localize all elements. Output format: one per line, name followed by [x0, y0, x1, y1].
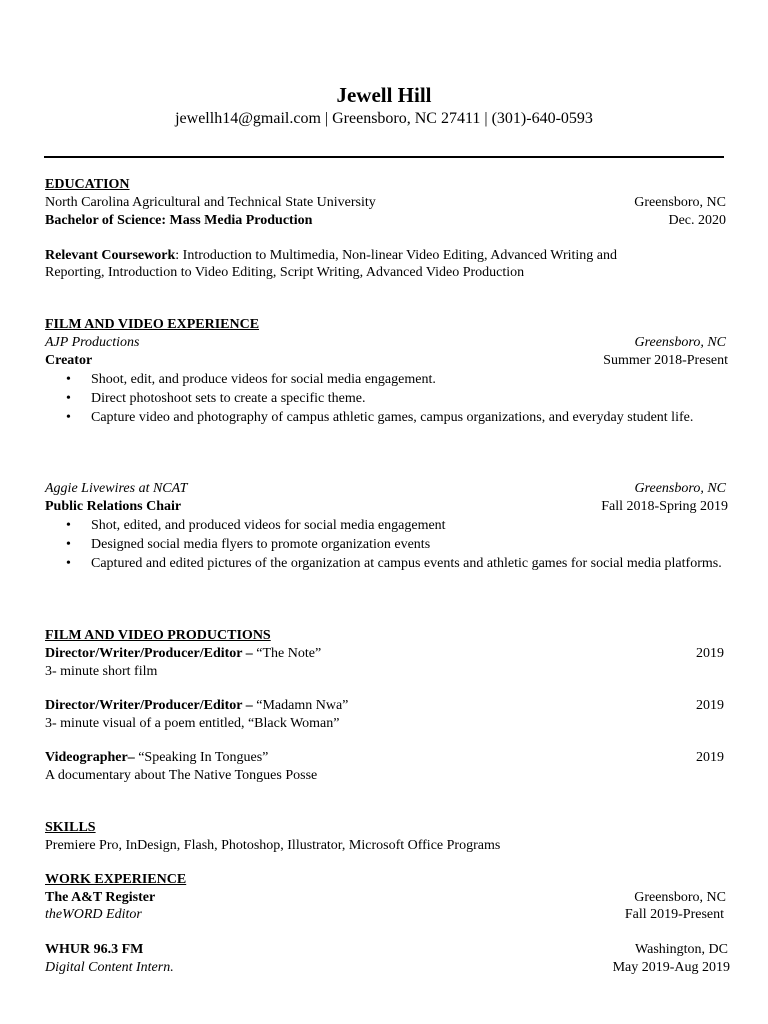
- list-item: • Shoot, edit, and produce videos for social media engagement.: [66, 371, 726, 389]
- job-org: AJP Productions: [45, 335, 140, 350]
- work-location: Washington, DC: [635, 942, 728, 957]
- work-date: May 2019-Aug 2019: [612, 960, 730, 975]
- job-bullets: [66, 371, 726, 428]
- candidate-name: Jewell Hill: [336, 83, 432, 107]
- work-location: Greensboro, NC: [634, 890, 726, 905]
- job-bullets: [66, 517, 726, 574]
- production-title: “Madamn Nwa”: [252, 698, 349, 713]
- job-org: Aggie Livewires at NCAT: [45, 481, 188, 496]
- degree: Bachelor of Science: Mass Media Production: [45, 213, 313, 228]
- list-item: • Shot, edited, and produced videos for social media engagement: [66, 517, 726, 535]
- education-heading: EDUCATION: [45, 177, 130, 192]
- work-experience-heading: WORK EXPERIENCE: [45, 872, 187, 887]
- production-credit: [45, 645, 321, 663]
- productions-heading: FILM AND VIDEO PRODUCTIONS: [45, 628, 271, 643]
- list-item: • Capture video and photography of campus athletic games, campus organizations, and everyday student life.: [66, 409, 726, 427]
- school-location: Greensboro, NC: [634, 195, 726, 210]
- header-divider: [44, 156, 724, 158]
- production-credit: [45, 697, 348, 715]
- work-title: Digital Content Intern.: [45, 960, 174, 975]
- job-location: Greensboro, NC: [634, 335, 726, 350]
- job-title: Public Relations Chair: [45, 499, 182, 514]
- skills-heading: SKILLS: [45, 820, 96, 835]
- list-item: • Captured and edited pictures of the organization at campus events and athletic games for social media platforms.: [66, 555, 726, 573]
- production-description: 3- minute visual of a poem entitled, “Black Woman”: [45, 716, 340, 731]
- work-org: The A&T Register: [45, 890, 156, 905]
- coursework-text-1: : Introduction to Multimedia, Non-linear Video Editing, Advanced Writing and: [175, 248, 617, 263]
- school-name: North Carolina Agricultural and Technical State University: [45, 195, 376, 210]
- coursework-line-1: [45, 247, 617, 265]
- job-title: Creator: [45, 353, 93, 368]
- job-location: Greensboro, NC: [634, 481, 726, 496]
- production-description: 3- minute short film: [45, 664, 158, 679]
- production-year: 2019: [696, 646, 724, 661]
- production-credit: [45, 749, 268, 767]
- work-date: Fall 2019-Present: [624, 907, 724, 922]
- production-role: Director/Writer/Producer/Editor –: [45, 698, 253, 713]
- skills-list: Premiere Pro, InDesign, Flash, Photoshop, Illustrator, Microsoft Office Programs: [45, 838, 501, 853]
- production-year: 2019: [696, 698, 724, 713]
- graduation-date: Dec. 2020: [668, 213, 726, 228]
- production-role: Videographer–: [45, 750, 135, 765]
- work-title: theWORD Editor: [45, 907, 142, 922]
- contact-line: jewellh14@gmail.com | Greensboro, NC 27411 | (301)-640-0593: [175, 110, 593, 127]
- production-title: “The Note”: [252, 646, 322, 661]
- production-description: A documentary about The Native Tongues Posse: [45, 768, 318, 783]
- coursework-line-2: Reporting, Introduction to Video Editing, Script Writing, Advanced Video Production: [45, 265, 525, 280]
- list-item: • Direct photoshoot sets to create a specific theme.: [66, 390, 726, 408]
- film-experience-heading: FILM AND VIDEO EXPERIENCE: [45, 317, 260, 332]
- production-role: Director/Writer/Producer/Editor –: [45, 646, 253, 661]
- job-date: Fall 2018-Spring 2019: [601, 499, 728, 514]
- job-date: Summer 2018-Present: [603, 353, 728, 368]
- production-title: “Speaking In Tongues”: [134, 750, 269, 765]
- coursework-label: Relevant Coursework: [45, 248, 176, 263]
- production-year: 2019: [696, 750, 724, 765]
- list-item: • Designed social media flyers to promote organization events: [66, 536, 726, 554]
- work-org: WHUR 96.3 FM: [45, 942, 144, 957]
